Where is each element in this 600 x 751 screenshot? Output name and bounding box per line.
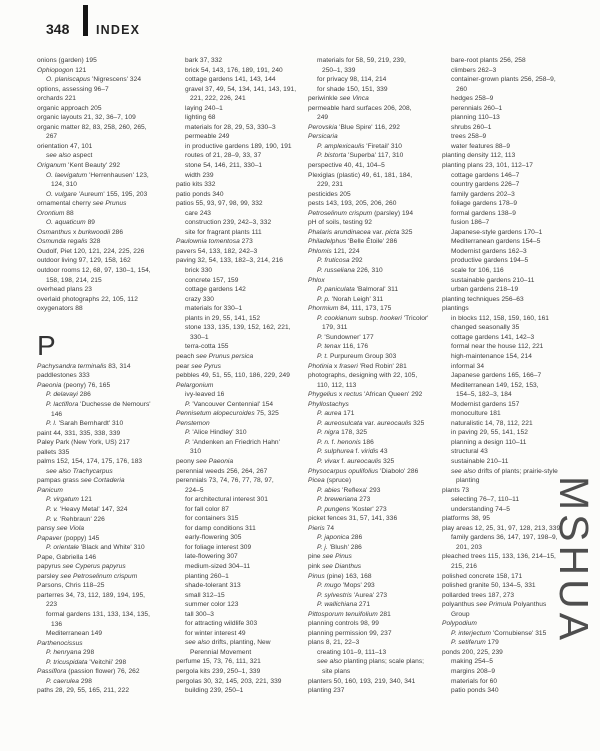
index-entry-line: P. mugo 'Mops' 293	[317, 582, 375, 590]
index-entry-line: pine see Pinus	[308, 553, 352, 561]
index-entry-line: brick 54, 143, 176, 189, 191, 240	[185, 66, 283, 74]
index-entry-line: P. aurea 171	[317, 410, 355, 418]
index-entry-line: paint 44, 331, 335, 338, 339	[37, 429, 121, 437]
index-entry-line: for winter interest 49	[185, 629, 246, 637]
index-entry-line: naturalistic 14, 78, 112, 221	[451, 419, 533, 427]
index-entry-line: terra-cotta 155	[185, 343, 229, 351]
index-entry-line: pests 143, 193, 205, 206, 260	[308, 200, 397, 208]
index-entry-line: site for fragrant plants 111	[185, 228, 262, 236]
index-entry-line: climbers 262–3	[451, 66, 497, 74]
index-entry-line: plans 8, 21, 22–3	[308, 639, 360, 647]
index-entry-line: polyanthus see Primula Polyanthus	[442, 601, 547, 609]
index-entry-line: for architectural interest 301	[185, 496, 268, 504]
index-entry-line: patio ponds 340	[451, 687, 499, 695]
index-entry-line: P. pungens 'Koster' 273	[317, 505, 387, 513]
index-entry-line: productive gardens 194–5	[451, 257, 529, 265]
index-entry-line: patio kits 332	[176, 181, 216, 189]
index-entry-line: Plexiglas (plastic) 49, 61, 181, 184,	[308, 171, 413, 179]
index-entry-line: perennials 260–1	[451, 104, 503, 112]
index-entry-line: P. henryana 298	[46, 649, 95, 657]
index-entry-line: Pieris 74	[308, 524, 335, 532]
index-entry-line: 223	[46, 601, 58, 609]
index-entry-line: Paeonia (peony) 76, 165	[37, 381, 111, 389]
index-entry-line: Osmanthus x burkwoodii 286	[37, 228, 124, 236]
index-entry-line: P. vivax f. aureocaulis 325	[317, 457, 395, 465]
index-entry-line: Phlomis 121, 224	[308, 247, 360, 255]
index-entry-line: P. 'Sundowner' 177	[317, 333, 374, 341]
index-entry-line: overhead plans 23	[37, 286, 92, 294]
index-entry-line: O. planiscapus 'Nigrescens' 324	[46, 76, 142, 84]
index-entry-line: P. 'Alice Hindley' 310	[185, 429, 247, 437]
index-entry-line: country gardens 226–7	[451, 181, 520, 189]
index-entry-line: Mediterranean 149	[46, 630, 103, 638]
index-entry-line: planting	[456, 477, 480, 485]
index-entry-line: see also drifts of plants; prairie-style	[451, 467, 558, 475]
index-entry-line: 229, 231	[317, 181, 343, 189]
index-entry-line: cottage gardens 141, 142–3	[451, 333, 535, 341]
index-entry-line: P. n. f. henonis 186	[317, 438, 374, 446]
index-entry-line: pH of soils, testing 92	[308, 219, 372, 227]
index-entry-line: P. wallichiana 271	[317, 601, 371, 609]
index-entry-line: for attracting wildlife 303	[185, 620, 258, 628]
index-entry-line: 260	[456, 85, 468, 93]
index-entry-line: Passiflora (passion flower) 76, 262	[37, 668, 140, 676]
index-entry-line: for shade 150, 151, 339	[317, 85, 388, 93]
page-number: 348	[46, 21, 70, 37]
index-entry-line: Mediterranean 149, 152, 153,	[451, 381, 539, 389]
index-entry-line: understanding 74–5	[451, 505, 511, 513]
index-entry-line: 224–5	[185, 486, 204, 494]
index-entry-line: pink see Dianthus	[308, 562, 362, 570]
index-entry-line: brick 330	[185, 267, 213, 275]
index-entry-line: creating 101–9, 111–13	[317, 648, 387, 656]
index-entry-line: monoculture 181	[451, 410, 501, 418]
index-entry-line: P. l. 'Sarah Bernhardt' 310	[46, 420, 124, 428]
index-entry-line: Mediterranean gardens 154–5	[451, 238, 541, 246]
index-entry-line: P. cookianum subsp. hookeri 'Tricolor'	[317, 314, 429, 322]
index-entry-line: palms 152, 154, 174, 175, 176, 183	[37, 458, 143, 466]
index-entry-line: 250–1, 339	[322, 66, 356, 74]
index-entry-line: medium-sized 304–11	[185, 562, 251, 570]
index-entry-line: Orontium 88	[37, 209, 74, 217]
index-entry-line: Pape, Gabriella 146	[37, 553, 97, 561]
index-entry-line: P. 'Andenken an Friedrich Hahn'	[185, 438, 280, 446]
index-entry-line: Oudolf, Piet 120, 121, 224, 225, 226	[37, 247, 145, 255]
index-entry-line: 158, 198, 214, 215	[46, 276, 102, 284]
index-entry-line: outdoor living 97, 129, 158, 162	[37, 257, 131, 265]
index-entry-line: P. breweriana 273	[317, 496, 371, 504]
index-entry-line: organic layouts 21, 32, 36–7, 109	[37, 114, 136, 122]
index-entry-line: for damp conditions 311	[185, 524, 256, 532]
index-entry-line: peony see Paeonia	[176, 457, 234, 465]
index-entry-line: materials for 330–1	[185, 305, 243, 313]
index-entry-line: pallets 335	[37, 448, 70, 456]
index-entry-line: see also aspect	[46, 152, 93, 160]
index-entry-line: Papaver (poppy) 145	[37, 534, 100, 542]
index-entry-line: O. aquaticum 89	[46, 219, 95, 227]
index-entry-line: play areas 12, 25, 31, 97, 128, 213, 339	[442, 524, 561, 532]
index-entry-line: perennials 73, 74, 76, 77, 78, 97,	[176, 477, 274, 485]
page-title: INDEX	[96, 23, 141, 37]
index-entry-line: Pachysandra terminalis 83, 314	[37, 362, 131, 370]
index-entry-line: water features 88–9	[451, 142, 511, 150]
index-entry-line: concrete 157, 159	[185, 276, 239, 284]
index-entry-line: Ophiopogon 121	[37, 66, 87, 74]
index-entry-line: shrubs 260–1	[451, 123, 492, 131]
index-entry-line: P. aureosulcata var. aureocaulis 325	[317, 419, 425, 427]
index-entry-line: urban gardens 218–19	[451, 286, 519, 294]
index-entry-line: pesticides 205	[308, 190, 351, 198]
index-entry-line: family gardens 202–3	[451, 190, 515, 198]
index-entry-line: P. tenax 116, 176	[317, 343, 369, 351]
index-entry-line: planters 50, 160, 193, 219, 340, 341	[308, 677, 416, 685]
index-entry-line: P. sulphurea f. viridis 43	[317, 448, 388, 456]
index-entry-line: periwinkle see Vinca	[308, 95, 369, 103]
index-entry-line: materials for 58, 59, 219, 239,	[317, 57, 406, 64]
index-entry-line: 179, 311	[322, 324, 348, 332]
index-entry-line: ponds 200, 225, 239	[442, 648, 503, 656]
index-entry-line: small 312–15	[185, 591, 225, 599]
index-entry-line: planning controls 98, 99	[308, 620, 379, 628]
index-entry-line: Paley Park (New York, US) 217	[37, 439, 130, 447]
index-entry-line: planning a design 110–11	[451, 438, 527, 446]
index-entry-line: cottage gardens 141, 143, 144	[185, 76, 276, 84]
index-entry-line: paving 32, 54, 133, 182–3, 214, 216	[176, 257, 283, 265]
index-entry-line: Persicaria	[308, 133, 338, 141]
index-entry-line: pear see Pyrus	[176, 362, 221, 370]
index-entry-line: 154–5, 182–3, 184	[456, 391, 512, 399]
index-entry-line: family gardens 36, 147, 197, 198–9,	[451, 534, 558, 542]
index-entry-line: planning permission 99, 237	[308, 629, 392, 637]
index-entry-line: formal gardens 138–9	[451, 209, 516, 217]
index-entry-line: stone 54, 146, 211, 330–1	[185, 162, 263, 170]
index-entry-line: structural 43	[451, 448, 488, 456]
index-entry-line: for fall color 87	[185, 505, 229, 513]
index-entry-line: planning 110–13	[451, 114, 500, 122]
index-entry-line: Petroselinum crispum (parsley) 194	[308, 209, 414, 217]
index-entry-line: late-flowering 307	[185, 553, 238, 561]
index-entry-line: margins 208–9	[451, 668, 496, 675]
index-entry-line: pleached trees 115, 133, 136, 214–15,	[442, 553, 556, 561]
index-entry-line: P. 'Vancouver Centennial' 154	[185, 400, 274, 408]
index-entry-line: perspective 40, 41, 104–5	[308, 162, 385, 170]
index-entry-line: Modernist gardens 157	[451, 400, 520, 408]
index-column-3	[308, 56, 448, 696]
index-entry-line: P. orientale 'Black and White' 310	[46, 544, 145, 552]
index-entry-line: Paulownia tomentosa 273	[176, 238, 253, 246]
index-entry-line: plantings	[442, 305, 469, 313]
index-entry-line: 201, 203	[456, 543, 482, 551]
index-entry-line: in productive gardens 189, 190, 191	[185, 142, 292, 150]
index-entry-line: parterres 34, 73, 112, 189, 194, 195,	[37, 591, 146, 599]
index-entry-line: platforms 38, 95	[442, 515, 490, 523]
index-entry-line: permeable hard surfaces 206, 208,	[308, 104, 412, 112]
index-entry-line: 215, 216	[451, 562, 477, 570]
index-entry-line: crazy 330	[185, 295, 214, 303]
index-entry-line: P. nigra 178, 325	[317, 429, 368, 437]
index-entry-line: P. paniculata 'Balmoral' 311	[317, 286, 399, 294]
index-entry-line: P. interjectum 'Cornubiense' 315	[451, 629, 547, 637]
index-entry-line: P. caerulea 298	[46, 677, 92, 685]
index-entry-line: Photinia x fraseri 'Red Robin' 281	[308, 362, 407, 370]
index-entry-line: Osmunda regalis 328	[37, 238, 101, 246]
index-entry-line: parsley see Petroselinum crispum	[37, 572, 138, 580]
index-entry-line: in paving 29, 55, 141, 152	[451, 429, 528, 437]
index-entry-line: P. bistorta 'Superba' 117, 310	[317, 152, 404, 160]
index-entry-line: photographs, designing with 22, 105,	[308, 372, 418, 380]
index-entry-line: organic approach 205	[37, 104, 102, 112]
index-entry-line: 330–1	[190, 333, 209, 341]
index-entry-line: Parsons, Chris 118–25	[37, 582, 105, 590]
index-entry-line: O. laevigatum 'Herrenhausen' 123,	[46, 171, 149, 179]
index-entry-line: Picea (spruce)	[308, 477, 352, 485]
index-entry-line: changed seasonally 35	[451, 324, 520, 332]
index-entry-line: fusion 186–7	[451, 219, 490, 227]
index-entry-line: materials for 28, 29, 53, 330–3	[185, 123, 276, 131]
index-entry-line: picket fences 31, 57, 141, 336	[308, 515, 398, 523]
index-entry-line: building 239, 250–1	[185, 687, 244, 695]
index-entry-line: Panicum	[37, 486, 63, 494]
index-entry-line: P. j. 'Blush' 286	[317, 543, 362, 551]
index-entry-line: routes of 21, 28–9, 33, 37	[185, 152, 262, 160]
index-entry-line: P. v. 'Rehbraun' 226	[46, 515, 105, 523]
index-entry-line: oxygenators 88	[37, 305, 83, 313]
index-entry-line: Phyllostachys	[308, 400, 349, 408]
index-entry-line: orchards 221	[37, 95, 76, 103]
index-entry-line: planting 260–1	[185, 572, 229, 580]
index-entry-line: peach see Prunus persica	[176, 352, 254, 360]
index-entry-line: high-maintenance 154, 214	[451, 352, 532, 360]
index-entry-line: perennial weeds 256, 264, 267	[176, 467, 268, 475]
index-entry-line: bark 37, 332	[185, 57, 223, 64]
index-entry-line: stone 133, 135, 139, 152, 162, 221,	[185, 324, 291, 332]
index-entry-line: container-grown plants 256, 258–9,	[451, 76, 556, 84]
index-entry-line: pebbles 49, 51, 55, 110, 186, 229, 249	[176, 372, 290, 380]
index-entry-line: organic matter 82, 83, 258, 260, 265,	[37, 123, 147, 131]
index-entry-line: construction 239, 242–3, 332	[185, 219, 272, 227]
index-entry-line: ornamental cherry see Prunus	[37, 200, 127, 208]
index-entry-line: Group	[451, 610, 470, 618]
index-entry-line: perfume 15, 73, 76, 111, 321	[176, 658, 261, 666]
index-entry-line: Origanum 'Kent Beauty' 292	[37, 162, 121, 170]
index-entry-line: cottage gardens 146–7	[451, 171, 520, 179]
header-divider-bar	[83, 5, 88, 36]
index-entry-line: P. abies 'Reflexa' 293	[317, 486, 381, 494]
index-entry-line: Japanese-style gardens 170–1	[451, 228, 543, 236]
index-entry-line: planting density 112, 113	[442, 152, 516, 160]
index-entry-line: P. delavayi 286	[46, 391, 91, 399]
index-entry-line: 136	[51, 620, 63, 628]
index-entry-line: pollarded trees 187, 273	[442, 591, 515, 599]
index-entry-line: Phlox	[308, 276, 325, 284]
index-entry-line: polished concrete 158, 171	[442, 572, 523, 580]
index-entry-line: lighting 68	[185, 114, 216, 122]
index-entry-line: trees 258–9	[451, 133, 487, 141]
index-entry-line: making 254–5	[451, 658, 493, 666]
index-entry-line: Pennisetum alopecuroides 75, 325	[176, 410, 279, 418]
index-entry-line: informal 34	[451, 362, 485, 370]
index-entry-line: P. p. 'Norah Leigh' 311	[317, 295, 384, 303]
index-entry-line: pampas grass see Cortaderia	[37, 477, 125, 485]
index-entry-line: pansy see Viola	[37, 525, 85, 533]
index-entry-line: pergola kits 239, 250–1, 339	[176, 668, 261, 675]
index-entry-line: papyrus see Cyperus papyrus	[37, 563, 126, 571]
index-entry-line: Phormium 84, 111, 173, 175	[308, 305, 392, 313]
index-entry-line: P. virgatum 121	[46, 496, 92, 504]
index-entry-line: hedges 258–9	[451, 95, 494, 103]
index-entry-line: Phalaris arundinacea var. picta 325	[308, 228, 413, 236]
index-entry-line: P. russeliana 226, 310	[317, 267, 383, 275]
index-entry-line: Phygelius x rectus 'African Queen' 292	[308, 391, 423, 399]
index-entry-line: P. fruticosa 292	[317, 257, 363, 265]
index-entry-line: P. sylvestris 'Aurea' 273	[317, 591, 388, 599]
index-entry-line: Pittosporum tenuifolium 281	[308, 610, 391, 618]
index-entry-line: shade-tolerant 313	[185, 582, 241, 590]
index-entry-line: onions (garden) 195	[37, 57, 97, 64]
index-entry-line: Pelargonium	[176, 381, 214, 389]
index-entry-line: Perovskia 'Blue Spire' 116, 292	[308, 123, 400, 131]
index-entry-line: cottage gardens 142	[185, 286, 246, 294]
index-entry-line: P. t. Purpureum Group 303	[317, 352, 397, 360]
index-entry-line: 249	[317, 114, 329, 122]
index-entry-line: bare-root plants 256, 258	[451, 57, 526, 64]
index-entry-line: Penstemon	[176, 419, 210, 427]
index-entry-line: patio ponds 340	[176, 190, 224, 198]
index-entry-line: width 239	[185, 171, 214, 179]
index-entry-line: site plans	[322, 668, 351, 675]
index-entry-line: Parthenocissus	[37, 639, 83, 647]
index-entry-line: P. tricuspidata 'Veitchii' 298	[46, 658, 127, 666]
index-entry-line: Pinus (pine) 163, 168	[308, 572, 372, 580]
index-entry-line: laying 240–1	[185, 104, 223, 112]
index-entry-line: summer color 123	[185, 601, 239, 609]
index-entry-line: Japanese gardens 165, 166–7	[451, 372, 542, 380]
index-entry-line: for containers 315	[185, 515, 239, 523]
index-entry-line: sustainable gardens 210–11	[451, 276, 535, 284]
index-entry-line: selecting 76–7, 110–11	[451, 496, 520, 504]
index-entry-line: patios 55, 93, 97, 98, 99, 332	[176, 200, 263, 208]
watermark-text: MSHUA	[551, 476, 597, 645]
index-entry-line: ivy-leaved 16	[185, 391, 225, 399]
index-entry-line: overlaid photographs 22, 105, 112	[37, 295, 138, 303]
index-entry-line: P. setiferum 179	[451, 639, 499, 647]
index-entry-line: outdoor rooms 12, 68, 97, 130–1, 154,	[37, 267, 151, 275]
index-entry-line: Perennial Movement	[190, 648, 252, 656]
index-entry-line: Polypodium	[442, 620, 477, 628]
index-entry-line: see also Trachycarpus	[46, 467, 113, 475]
index-entry-line: 146	[51, 410, 63, 418]
index-entry-line: 310	[190, 448, 202, 456]
index-entry-line: P. amplexicaulis 'Firetail' 310	[317, 142, 403, 150]
index-entry-line: plants 73	[442, 486, 470, 494]
index-entry-line: for privacy 98, 114, 214	[317, 76, 387, 84]
index-entry-line: in blocks 112, 158, 159, 160, 161	[451, 314, 549, 322]
index-entry-line: pavers 54, 133, 182, 242–3	[176, 247, 258, 255]
index-entry-line: planting 237	[308, 687, 345, 695]
index-entry-line: plants in 29, 55, 141, 152	[185, 314, 261, 322]
index-entry-line: formal gardens 131, 133, 134, 135,	[46, 610, 151, 618]
index-entry-line: planting techniques 256–63	[442, 295, 524, 303]
index-entry-line: foliage gardens 178–9	[451, 200, 518, 208]
index-entry-line: Physocarpus opulifolius 'Diabolo' 286	[308, 467, 419, 475]
index-entry-line: for foliage interest 309	[185, 543, 252, 551]
index-entry-line: P. lactiflora 'Duchesse de Nemours'	[46, 400, 151, 408]
index-entry-line: Modernist gardens 162–3	[451, 247, 527, 255]
index-entry-line: pergolas 30, 32, 145, 203, 221, 339	[176, 677, 282, 685]
index-entry-line: gravel 37, 49, 54, 134, 141, 143, 191,	[185, 85, 297, 93]
index-entry-line: Philadelphus 'Belle Étoile' 286	[308, 238, 398, 246]
index-entry-line: formal near the house 112, 221	[451, 343, 544, 351]
index-entry-line: tall 300–3	[185, 610, 214, 618]
index-entry-line: 124, 310	[51, 181, 77, 189]
index-entry-line: 267	[46, 133, 58, 141]
index-column-2	[176, 56, 316, 696]
index-entry-line: 110, 112, 113	[317, 381, 357, 389]
index-entry-line: see also drifts, planting, New	[185, 639, 271, 647]
index-entry-line: polished granite 50, 134–5, 331	[442, 582, 536, 590]
index-entry-line: options, assessing 96–7	[37, 85, 109, 93]
index-entry-line: permeable 249	[185, 133, 230, 141]
index-entry-line: planting plans 23, 101, 112–17	[442, 162, 533, 170]
index-entry-line: care 243	[185, 209, 211, 217]
index-entry-line: scale for 106, 116	[451, 267, 504, 275]
index-entry-line: paths 28, 29, 55, 165, 211, 222	[37, 687, 130, 695]
index-entry-line: paddlestones 333	[37, 372, 90, 380]
index-entry-line: early-flowering 305	[185, 534, 242, 542]
index-entry-line: O. vulgare 'Aureum' 155, 195, 203	[46, 190, 148, 198]
index-column-1	[37, 56, 177, 696]
index-entry-line: see also planting plans; scale plans;	[317, 658, 425, 666]
index-entry-line: P. japonica 286	[317, 534, 363, 542]
index-entry-line: 221, 222, 226, 241	[190, 95, 246, 103]
section-letter: P	[37, 329, 56, 361]
index-entry-line: materials for 60	[451, 677, 498, 685]
index-entry-line: sustainable 210–11	[451, 457, 509, 465]
index-entry-line: orientation 47, 101	[37, 142, 93, 150]
index-entry-line: P. v. 'Heavy Metal' 147, 324	[46, 505, 128, 513]
